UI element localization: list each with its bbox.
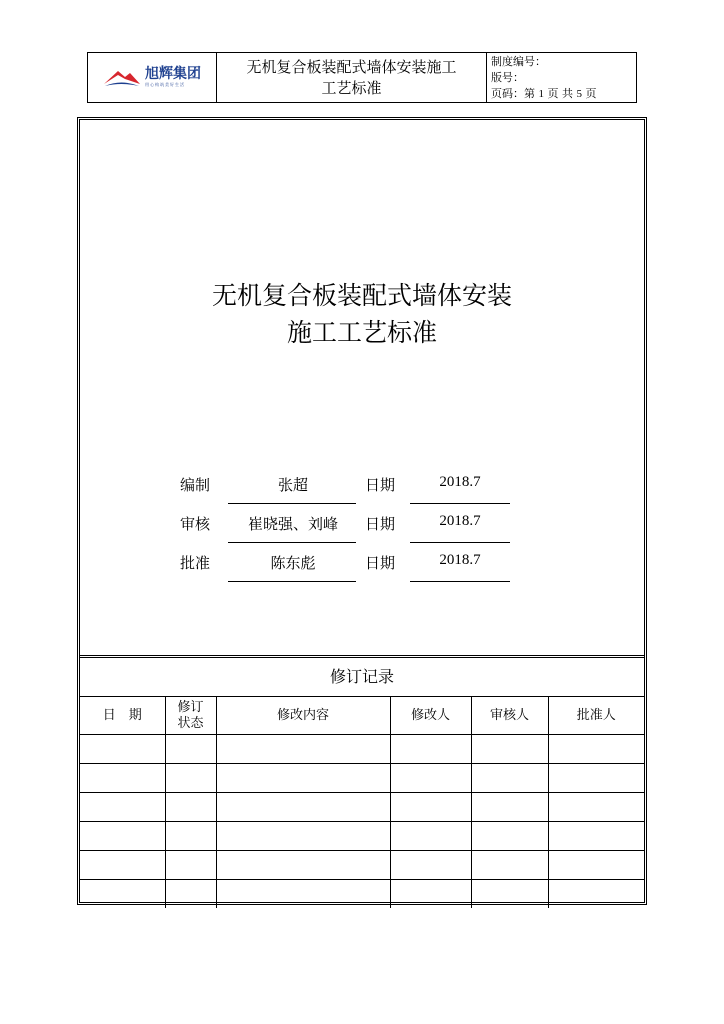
page-label: 页码：第 [491,87,535,100]
signoff-name: 张超 [277,478,308,494]
header-title-line1: 无机复合板装配式墙体安装施工 [246,57,457,76]
revision-header-row [80,697,644,735]
col-status-line2: 状态 [177,715,204,731]
col-approver: 批准人 [548,697,644,735]
col-modifier: 修改人 [390,697,471,735]
mountain-logo-icon [103,67,141,89]
signoff-name-line [228,542,356,543]
table-row [80,764,644,793]
logo-cell [88,53,217,102]
col-status [165,697,216,735]
version-label: 版号： [491,71,524,84]
signoff-row-compile [180,466,540,505]
col-status-line1: 修订 [177,699,204,715]
document-title [80,277,644,351]
revision-title: 修订记录 [80,658,644,697]
page-indicator [491,86,632,102]
code-label: 制度编号： [491,55,546,68]
col-date: 日 期 [80,697,165,735]
header-title [217,53,487,102]
signoff-date: 2018.7 [439,513,481,529]
document-title-line1: 无机复合板装配式墙体安装 [211,281,512,310]
signoff-date: 2018.7 [439,552,481,568]
cover-section [80,120,644,658]
signoff-name: 崔晓强、刘峰 [247,517,338,533]
signoff-date: 2018.7 [439,474,481,490]
company-logo [103,67,201,89]
signoff-date-label: 日期 [365,476,396,494]
signoff-date-line [410,581,510,582]
signoff-label: 批准 [180,554,211,572]
signoff-date-label: 日期 [365,554,396,572]
revision-table [80,697,644,908]
logo-name: 旭辉集团 [145,66,201,82]
logo-slogan: 用心构筑美好生活 [145,82,185,87]
signoff-date-line [410,503,510,504]
table-row [80,822,644,851]
document-title-line2: 施工工艺标准 [286,318,437,347]
col-reviewer: 审核人 [471,697,548,735]
page-current: 1 [538,88,544,100]
document-header [87,52,637,103]
page-end: 页 [585,87,597,100]
signoff-name: 陈东彪 [270,556,316,572]
signoff-name-line [228,581,356,582]
signoff-label: 审核 [180,515,211,533]
signoff-date-label: 日期 [365,515,396,533]
page-total: 5 [576,88,582,100]
header-title-line2: 工艺标准 [321,78,382,97]
page-mid: 页 共 [547,87,573,100]
signoff-date-line [410,542,510,543]
signoff-row-review [180,505,540,544]
col-content: 修改内容 [216,697,390,735]
header-info [487,53,636,102]
table-row [80,880,644,909]
table-row [80,851,644,880]
cover-frame [77,117,647,905]
table-row [80,793,644,822]
signoff-label: 编制 [180,476,211,494]
signoff-row-approve [180,544,540,583]
signoff-name-line [228,503,356,504]
table-row [80,735,644,764]
